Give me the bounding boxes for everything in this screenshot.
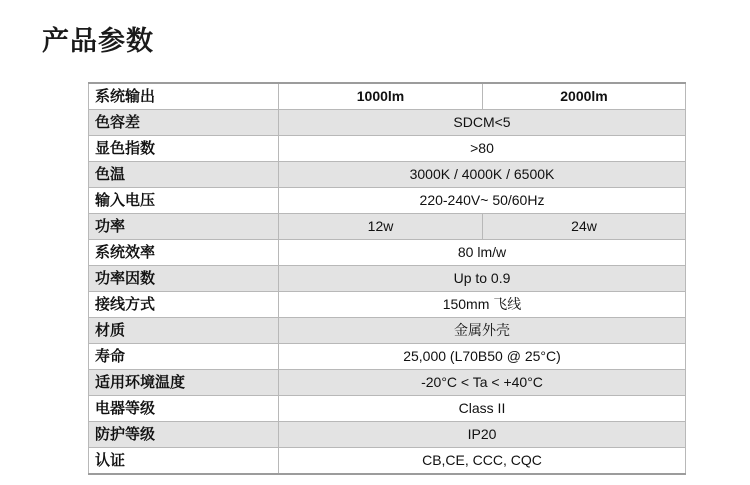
row-value: 220-240V~ 50/60Hz [279,188,686,214]
row-label: 接线方式 [89,292,279,318]
row-value: -20°C < Ta < +40°C [279,370,686,396]
table-row [89,266,686,292]
product-spec-table [88,82,686,475]
table-row [89,422,686,448]
row-label: 功率 [89,214,279,240]
table-row [89,240,686,266]
row-value: 金属外壳 [279,318,686,344]
row-label: 材质 [89,318,279,344]
row-value-col2: 24w [483,214,686,240]
row-value: 150mm 飞线 [279,292,686,318]
row-value: >80 [279,136,686,162]
row-label: 输入电压 [89,188,279,214]
table-row [89,214,686,240]
row-value: Class II [279,396,686,422]
row-label-system-output: 系统输出 [89,83,279,110]
row-label: 功率因数 [89,266,279,292]
row-value: Up to 0.9 [279,266,686,292]
row-label: 系统效率 [89,240,279,266]
row-value: SDCM<5 [279,110,686,136]
table-row [89,370,686,396]
table-row [89,136,686,162]
table-row [89,396,686,422]
row-label: 适用环境温度 [89,370,279,396]
page-title: 产品参数 [42,26,154,57]
table-row [89,188,686,214]
table-row [89,318,686,344]
row-value: 25,000 (L70B50 @ 25°C) [279,344,686,370]
table-row [89,448,686,475]
row-value: 3000K / 4000K / 6500K [279,162,686,188]
row-label: 电器等级 [89,396,279,422]
row-label: 显色指数 [89,136,279,162]
table-row [89,344,686,370]
table-row [89,110,686,136]
row-label: 色容差 [89,110,279,136]
header-col-1000lm: 1000lm [279,83,483,110]
row-value: CB,CE, CCC, CQC [279,448,686,475]
row-label: 防护等级 [89,422,279,448]
table-header-row [89,83,686,110]
row-value: IP20 [279,422,686,448]
row-value-col1: 12w [279,214,483,240]
table-row [89,292,686,318]
row-value: 80 lm/w [279,240,686,266]
row-label: 色温 [89,162,279,188]
table-row [89,162,686,188]
row-label: 寿命 [89,344,279,370]
row-label: 认证 [89,448,279,475]
header-col-2000lm: 2000lm [483,83,686,110]
